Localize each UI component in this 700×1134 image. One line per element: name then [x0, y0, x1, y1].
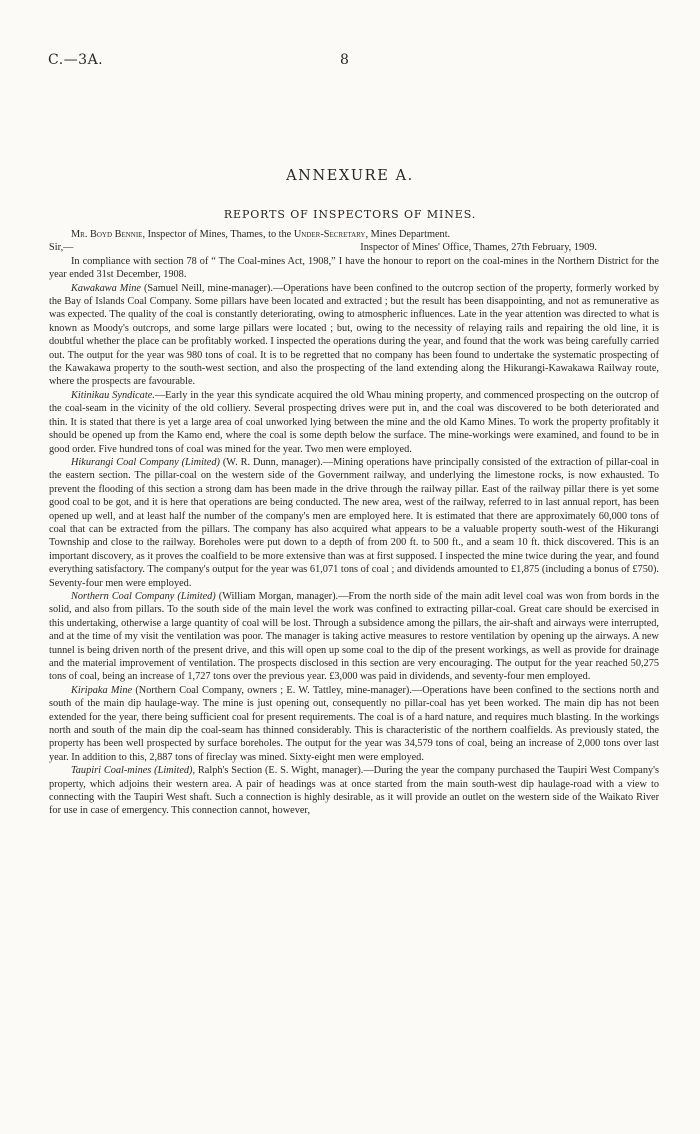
address-line: [49, 228, 659, 241]
intro-paragraph: In compliance with section 78 of “ The Coal-mines Act, 1908,” I have the honour to report on the coal-mines in the Northern District for the year ended 31st December, 1908.: [49, 255, 659, 281]
paragraph-lead: Hikurangi Coal Company (Limited): [71, 456, 220, 468]
paragraph-northern-coal-company: [49, 590, 659, 684]
paragraph-lead: Northern Coal Company (Limited): [71, 590, 216, 602]
paragraph-lead: Kiripaka Mine: [71, 684, 133, 696]
office-date-line: Inspector of Mines' Office, Thames, 27th February, 1909.: [360, 242, 597, 254]
salutation: Sir,—: [49, 242, 74, 254]
paragraph-text: Ralph's Section (E. S. Wight, manager).—During the year the company purchased the Taupiri West Company's property, which adjoins their western area. A pair of headings was at once started from the main south-west dip haulage-road with a view to connecting with the Taupiri West shaft. Such a connection is highly desirable, as it will provide an outlet on the western side of the Waikato River for use in case of emergency. This connection cannot, however,: [49, 765, 659, 817]
section-title: REPORTS OF INSPECTORS OF MINES.: [223, 208, 477, 221]
paragraph-text: —Early in the year this syndicate acquired the old Whau mining property, and commenced prospecting on the outcrop of the coal-seam in the vicinity of the old colliery. Several prospecting drives were put in, and the coal was discovered to be both deteriorated and thin. It is stated that there is yet a large area of coal unworked lying between the mine and the old Kamo Mines. To work the property profitably it should be opened up from the Kamo end, where the coal is some depth below the surface. The mine-workings were examined, and found to be in good order. Five hundred tons of coal was mined for the year. Two men were employed.: [49, 389, 659, 455]
paragraph-kawakawa-mine: [49, 282, 659, 389]
paragraph-text: (Northern Coal Company, owners ; E. W. Tattley, mine-manager).—Operations have been confined to the sections north and south of the main dip haulage-way. The mine is just opening out, consequently no pillar-coal has yet been worked. The main dip has not been extended for the year, there being sufficient coal for present requirements. The coal is of a hard nature, and requires much blasting. In the workings north and south of the main dip the coal-seam has thinned considerably. This is characteristic of the northern coalfields. As previously stated, the property has been well prospected by surface boreholes. The output for the year was 34,579 tons of coal, being an increase of 2,000 tons over last year. In addition to this, 2,887 tons of fireclay was mined. Sixty-eight men were employed.: [49, 684, 659, 763]
document-reference: C.—3A.: [48, 52, 104, 68]
annex-title: ANNEXURE A.: [286, 168, 414, 184]
sender-name: Mr. Boyd Bennie: [71, 229, 143, 240]
paragraph-kitinikau-syndicate: [49, 389, 659, 456]
report-body: [49, 228, 659, 818]
paragraph-taupiri-coal-mines: [49, 764, 659, 818]
paragraph-lead: Taupiri Coal-mines (Limited),: [71, 765, 196, 777]
salutation-row: [49, 241, 659, 254]
recipient-name: Under-Secretary: [293, 229, 366, 240]
paragraph-text: (W. R. Dunn, manager).—Mining operations have principally consisted of the extraction of pillar-coal in the eastern section. The pillar-coal on the western side of the Government railway, and underlying the limestone rocks, is now exhausted. To prevent the flooding of this section a strong dam has been made in the drive through the railway pillar. East of the railway pillar there is yet some good coal to be got, and it is here that operations are being conducted. The new area, west of the railway, referred to in last annual report, has been opened up well, and at least half the number of the company's men are employed here. It is estimated that there are approximately 60,000 tons of coal that can be extracted from the pillars. The company has also acquired what appears to be a valuable property south-west of the Hikurangi Township and close to the railway. Boreholes were put down to a depth of from 200 ft. to 500 ft., and a seam 10 ft. thick discovered. This is an important discovery, as it proves the coalfield to be more extensive than was at first supposed. I inspected the mine twice during the year, and found everything satisfactory. The company's output for the year was 61,071 tons of coal ; and dividends amounted to £1,875 (including a bonus of £750). Seventy-four men were employed.: [49, 456, 659, 589]
paragraph-text: (Samuel Neill, mine-manager).—Operations have been confined to the outcrop section of the property, formerly worked by the Bay of Islands Coal Company. Some pillars have been located and extracted ; but the result has been disappointing, and not as remunerative as was expected. The quality of the coal is constantly deteriorating, owing to atmospheric influences. Late in the year attention was directed to what is known as Moody's outcrops, and some large pillars were located ; but, owing to the necessity of relaying rails and repairing the old line, it is doubtful whether the place can be profitably worked. I inspected the operations during the year, and found that the work was being carefully carried out. The output for the year was 980 tons of coal. It is to be regretted that no company has been found to undertake the systematic prospecting of the Kawakawa property to the south-west section, and also the prospecting of the land extending along the Hikurangi-Kawakawa Railway route, where the prospects are favourable.: [49, 282, 659, 388]
paragraph-lead: Kawakawa Mine: [71, 282, 141, 294]
paragraph-kiripaka-mine: [49, 684, 659, 764]
sender-title: , Inspector of Mines, Thames, to the: [142, 229, 294, 240]
page-number: 8: [340, 52, 349, 68]
paragraph-text: (William Morgan, manager).—From the north side of the main adit level coal was won from bords in the solid, and also from pillars. To the south side of the main level the work was confined to extracting pillar-coal. Great care should be exercised in this undertaking, otherwise a large quantity of coal will be lost. Through a subsidence among the pillars, the air-shaft and airways were interrupted, and at the time of my visit the ventilation was poor. The manager is taking active measures to restore ventilation by opening up the airways. A new tunnel is being driven north of the present drive, and this will open up some coal to the dip of the present workings, as well as provide for drainage and the material improvement of ventilation. The prospects disclosed in this section are very encouraging. The output for the year reached 50,275 tons of coal, being an increase of 1,727 tons over the previous year. £3,000 was paid in dividends, and seventy-four men employed.: [49, 590, 660, 683]
paragraph-lead: Kitinikau Syndicate.: [71, 389, 155, 401]
recipient-department: , Mines Department.: [365, 229, 451, 240]
paragraph-hikurangi-coal-company: [49, 456, 659, 590]
